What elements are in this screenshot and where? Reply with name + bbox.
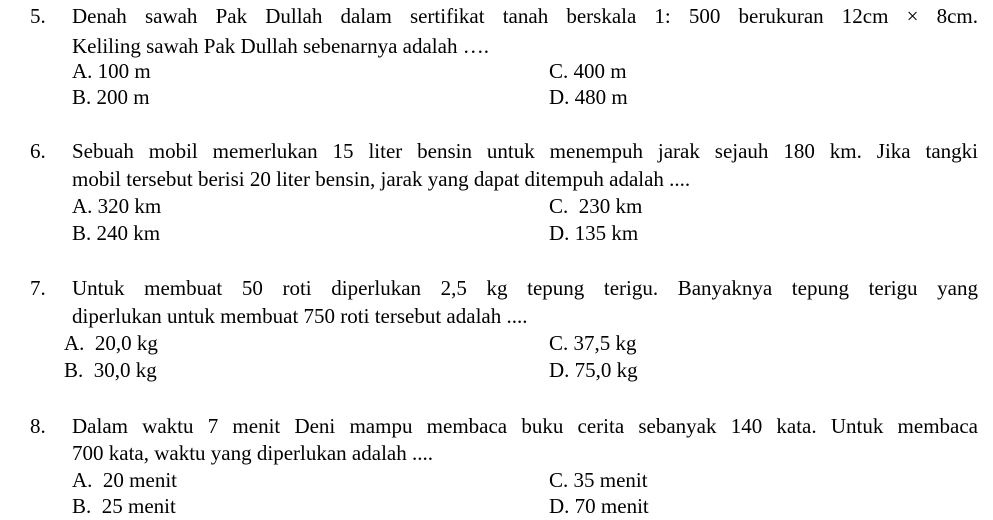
question-number: 5. — [30, 4, 46, 28]
option-d: D. 75,0 kg — [549, 358, 638, 382]
option-c: C. 400 m — [549, 59, 627, 83]
option-a: A. 20 menit — [72, 468, 177, 492]
question-text-line-2: 700 kata, waktu yang diperlukan adalah .... — [72, 441, 433, 465]
option-b: B. 240 km — [72, 221, 161, 245]
question-number: 8. — [30, 414, 46, 438]
option-a: A. 20,0 kg — [64, 331, 158, 355]
question-text-line-1: Denah sawah Pak Dullah dalam sertifikat tanah berskala 1: 500 berukuran 12cm × 8cm. — [72, 4, 978, 28]
option-b: B. 25 menit — [72, 494, 176, 518]
option-c: C. 230 km — [549, 194, 643, 218]
option-c: C. 37,5 kg — [549, 331, 637, 355]
question-text-line-2: mobil tersebut berisi 20 liter bensin, jarak yang dapat ditempuh adalah .... — [72, 167, 691, 191]
question-text-line-2: Keliling sawah Pak Dullah sebenarnya adalah …. — [72, 34, 489, 58]
question-text-line-1: Dalam waktu 7 menit Deni mampu membaca buku cerita sebanyak 140 kata. Untuk membaca — [72, 414, 978, 438]
option-d: D. 135 km — [549, 221, 639, 245]
option-b: B. 200 m — [72, 85, 150, 109]
option-b: B. 30,0 kg — [64, 358, 157, 382]
question-text-line-1: Untuk membuat 50 roti diperlukan 2,5 kg tepung terigu. Banyaknya tepung terigu yang — [72, 276, 978, 300]
question-text-line-1: Sebuah mobil memerlukan 15 liter bensin untuk menempuh jarak sejauh 180 km. Jika tangki — [72, 139, 978, 163]
question-text-line-2: diperlukan untuk membuat 750 roti tersebut adalah .... — [72, 304, 528, 328]
option-d: D. 70 menit — [549, 494, 649, 518]
option-a: A. 320 km — [72, 194, 162, 218]
option-c: C. 35 menit — [549, 468, 648, 492]
option-d: D. 480 m — [549, 85, 628, 109]
option-a: A. 100 m — [72, 59, 151, 83]
question-number: 6. — [30, 139, 46, 163]
question-number: 7. — [30, 276, 46, 300]
